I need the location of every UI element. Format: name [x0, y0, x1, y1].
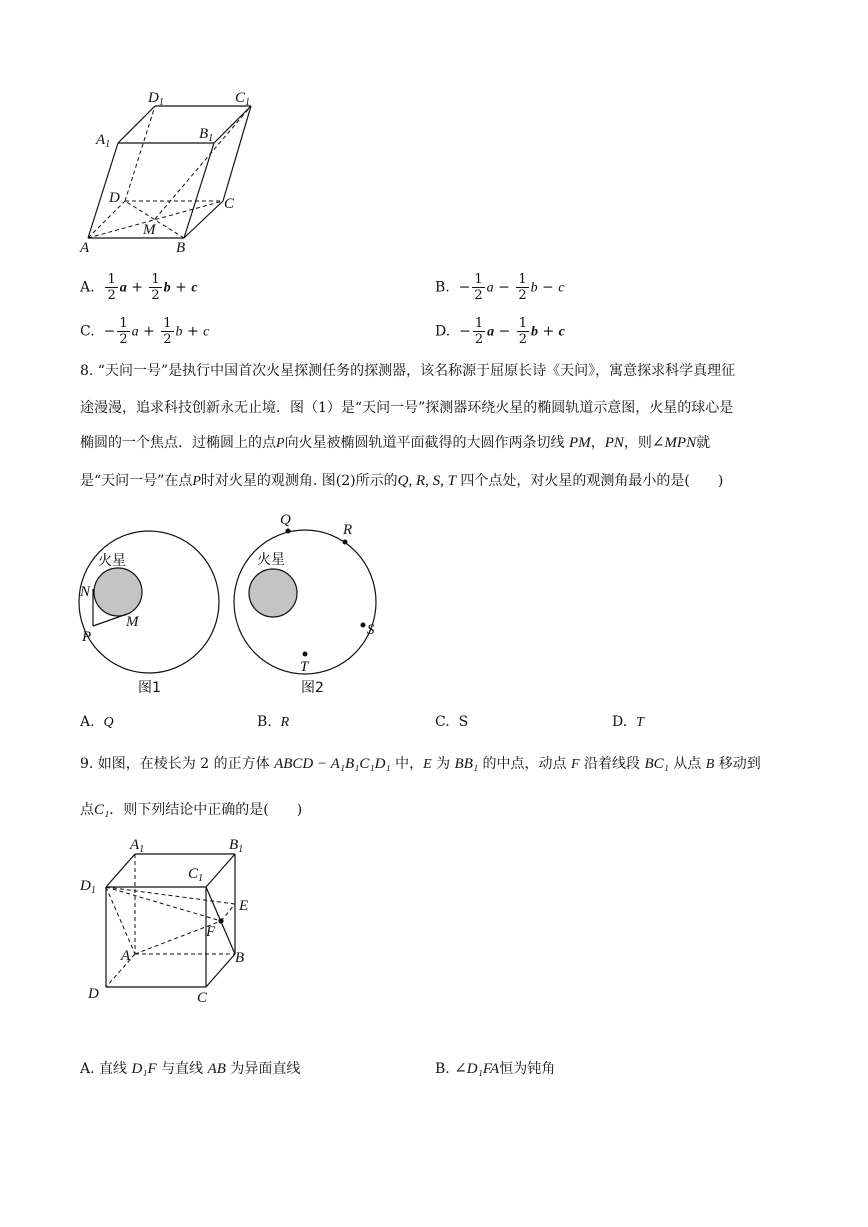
edge-b1c1: [206, 854, 235, 887]
q8-option-c[interactable]: C. S: [435, 714, 469, 730]
segment-d1a: [106, 887, 135, 954]
label-d: D: [88, 986, 99, 1002]
label-a1: $A_1$: [96, 132, 111, 150]
segment-d1e: [106, 887, 235, 904]
point-s: [361, 623, 366, 628]
q8-line-3: 椭圆的一个焦点．过椭圆上的点P向火星被椭圆轨道平面截得的大圆作两条切线 PM，PN，则∠MPN就: [80, 435, 711, 451]
label-n: N: [80, 584, 91, 600]
label-e: E: [239, 898, 249, 914]
label-b1: $B_1$: [199, 126, 214, 144]
mars-disc-1: [94, 568, 142, 616]
label-mars-2: 火星: [257, 552, 285, 568]
label-p: P: [82, 629, 92, 645]
label-b: B: [176, 240, 186, 256]
mars-disc-2: [249, 569, 297, 617]
caption-fig2: 图2: [301, 680, 324, 696]
label-mars-1: 火星: [98, 553, 126, 569]
label-c1: $C_1$: [188, 866, 204, 884]
segment-d1f: [106, 887, 221, 921]
label-b1: $B_1$: [229, 837, 244, 855]
q7-option-d[interactable]: D. − $\frac{1}{2}$ a − $\frac{1}{2}$ b + c: [435, 316, 565, 347]
q9-cube-figure: [78, 832, 268, 1012]
q8-line-1: 8. “天问一号”是执行中国首次火星探测任务的探测器，该名称源于屈原长诗《天问》，寓意探求科学真理征: [80, 363, 736, 379]
label-b: B: [235, 950, 245, 966]
label-m-fig1: M: [126, 614, 139, 630]
tangent-pm: [93, 614, 127, 626]
label-a1: $A_1$: [130, 837, 145, 855]
edge-cb: [206, 954, 235, 987]
q8-option-d[interactable]: D. T: [612, 714, 644, 730]
q7-option-a[interactable]: A. $\frac{1}{2}$ a + $\frac{1}{2}$ b + c: [80, 272, 198, 303]
segment-fe: [221, 904, 235, 921]
q8-figure-2: [232, 508, 382, 701]
label-q: Q: [280, 512, 291, 528]
q9-line-2: 点C₁．则下列结论中正确的是( ): [80, 802, 303, 818]
label-d: D: [109, 190, 120, 206]
q9-option-b[interactable]: B. ∠D₁FA恒为钝角: [435, 1061, 556, 1077]
caption-fig1: 图1: [138, 680, 161, 696]
q8-option-b[interactable]: B. R: [257, 714, 290, 730]
q8-figure-1: [76, 526, 226, 701]
q7-parallelepiped-figure: [78, 86, 258, 256]
point-r: [343, 540, 348, 545]
label-m: M: [143, 222, 156, 238]
q8-line-4: 是“天问一号”在点P时对火星的观测角. 图(2)所示的Q, R, S, T 四个点处，对火星的观测角最小的是( ): [80, 473, 724, 489]
label-a: A: [121, 948, 131, 964]
label-d1: $D_1$: [148, 90, 164, 108]
label-d1: $D_1$: [80, 878, 96, 896]
label-f: F: [206, 924, 216, 940]
q9-option-a[interactable]: A. 直线 D₁F 与直线 AB 为异面直线: [80, 1061, 301, 1077]
q8-option-a[interactable]: A. Q: [80, 714, 114, 730]
label-c: C: [197, 990, 208, 1006]
label-a: A: [80, 240, 90, 256]
q9-line-1: 9. 如图，在棱长为 2 的正方体 ABCD − A₁B₁C₁D₁ 中，E 为 BB₁ 的中点，动点 F 沿着线段 BC₁ 从点 B 移动到: [80, 756, 761, 772]
label-t: T: [300, 659, 309, 675]
q7-option-b[interactable]: B. − $\frac{1}{2}$ a − $\frac{1}{2}$ b − c: [435, 272, 565, 303]
point-f: [218, 918, 223, 923]
point-q: [286, 529, 291, 534]
label-c: C: [224, 196, 235, 212]
label-c1: $C_1$: [235, 90, 251, 108]
edge-d1a1: [106, 854, 135, 887]
segment-mc1: [155, 106, 251, 219]
q7-option-c[interactable]: C. − $\frac{1}{2}$ a + $\frac{1}{2}$ b + c: [80, 316, 210, 347]
point-t: [303, 652, 308, 657]
label-s: S: [367, 622, 375, 638]
q8-line-2: 途漫漫，追求科技创新永无止境．图（1）是“天问一号”探测器环绕火星的椭圆轨道示意图，火星的球心是: [80, 400, 734, 416]
label-r: R: [343, 522, 353, 538]
